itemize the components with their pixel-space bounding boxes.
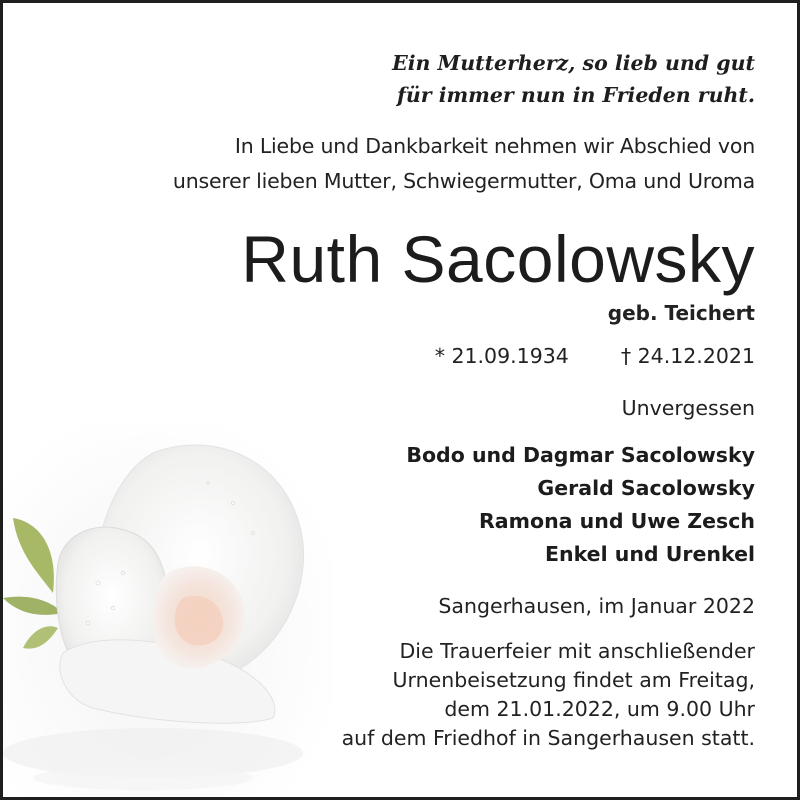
family-member: Gerald Sacolowsky bbox=[537, 476, 755, 500]
death-date: † 24.12.2021 bbox=[620, 344, 755, 368]
motto-line-1: Ein Mutterherz, so lieb und gut bbox=[392, 51, 755, 75]
funeral-info bbox=[342, 637, 755, 753]
motto-line-2: für immer nun in Frieden ruht. bbox=[397, 83, 755, 107]
funeral-line-2: Urnenbeisetzung findet am Freitag, bbox=[392, 668, 755, 692]
family-member: Enkel und Urenkel bbox=[544, 542, 755, 566]
funeral-line-3: dem 21.01.2022, um 9.00 Uhr bbox=[444, 697, 755, 721]
maiden-name: geb. Teichert bbox=[607, 301, 755, 325]
intro-line-1: In Liebe und Dankbarkeit nehmen wir Abschied von bbox=[234, 134, 755, 158]
deceased-name: Ruth Sacolowsky bbox=[241, 222, 755, 296]
funeral-line-4: auf dem Friedhof in Sangerhausen statt. bbox=[341, 726, 755, 750]
life-dates bbox=[435, 342, 755, 370]
place-date: Sangerhausen, im Januar 2022 bbox=[438, 594, 755, 618]
intro-line-2: unserer lieben Mutter, Schwiegermutter, Oma und Uroma bbox=[172, 169, 755, 193]
white-rose-image bbox=[3, 423, 333, 800]
family-member: Bodo und Dagmar Sacolowsky bbox=[406, 443, 755, 467]
family-list bbox=[406, 439, 755, 571]
funeral-line-1: Die Trauerfeier mit anschließender bbox=[399, 639, 755, 663]
family-member: Ramona und Uwe Zesch bbox=[479, 509, 755, 533]
mourning-note: Unvergessen bbox=[621, 396, 755, 420]
birth-date: * 21.09.1934 bbox=[434, 344, 569, 368]
